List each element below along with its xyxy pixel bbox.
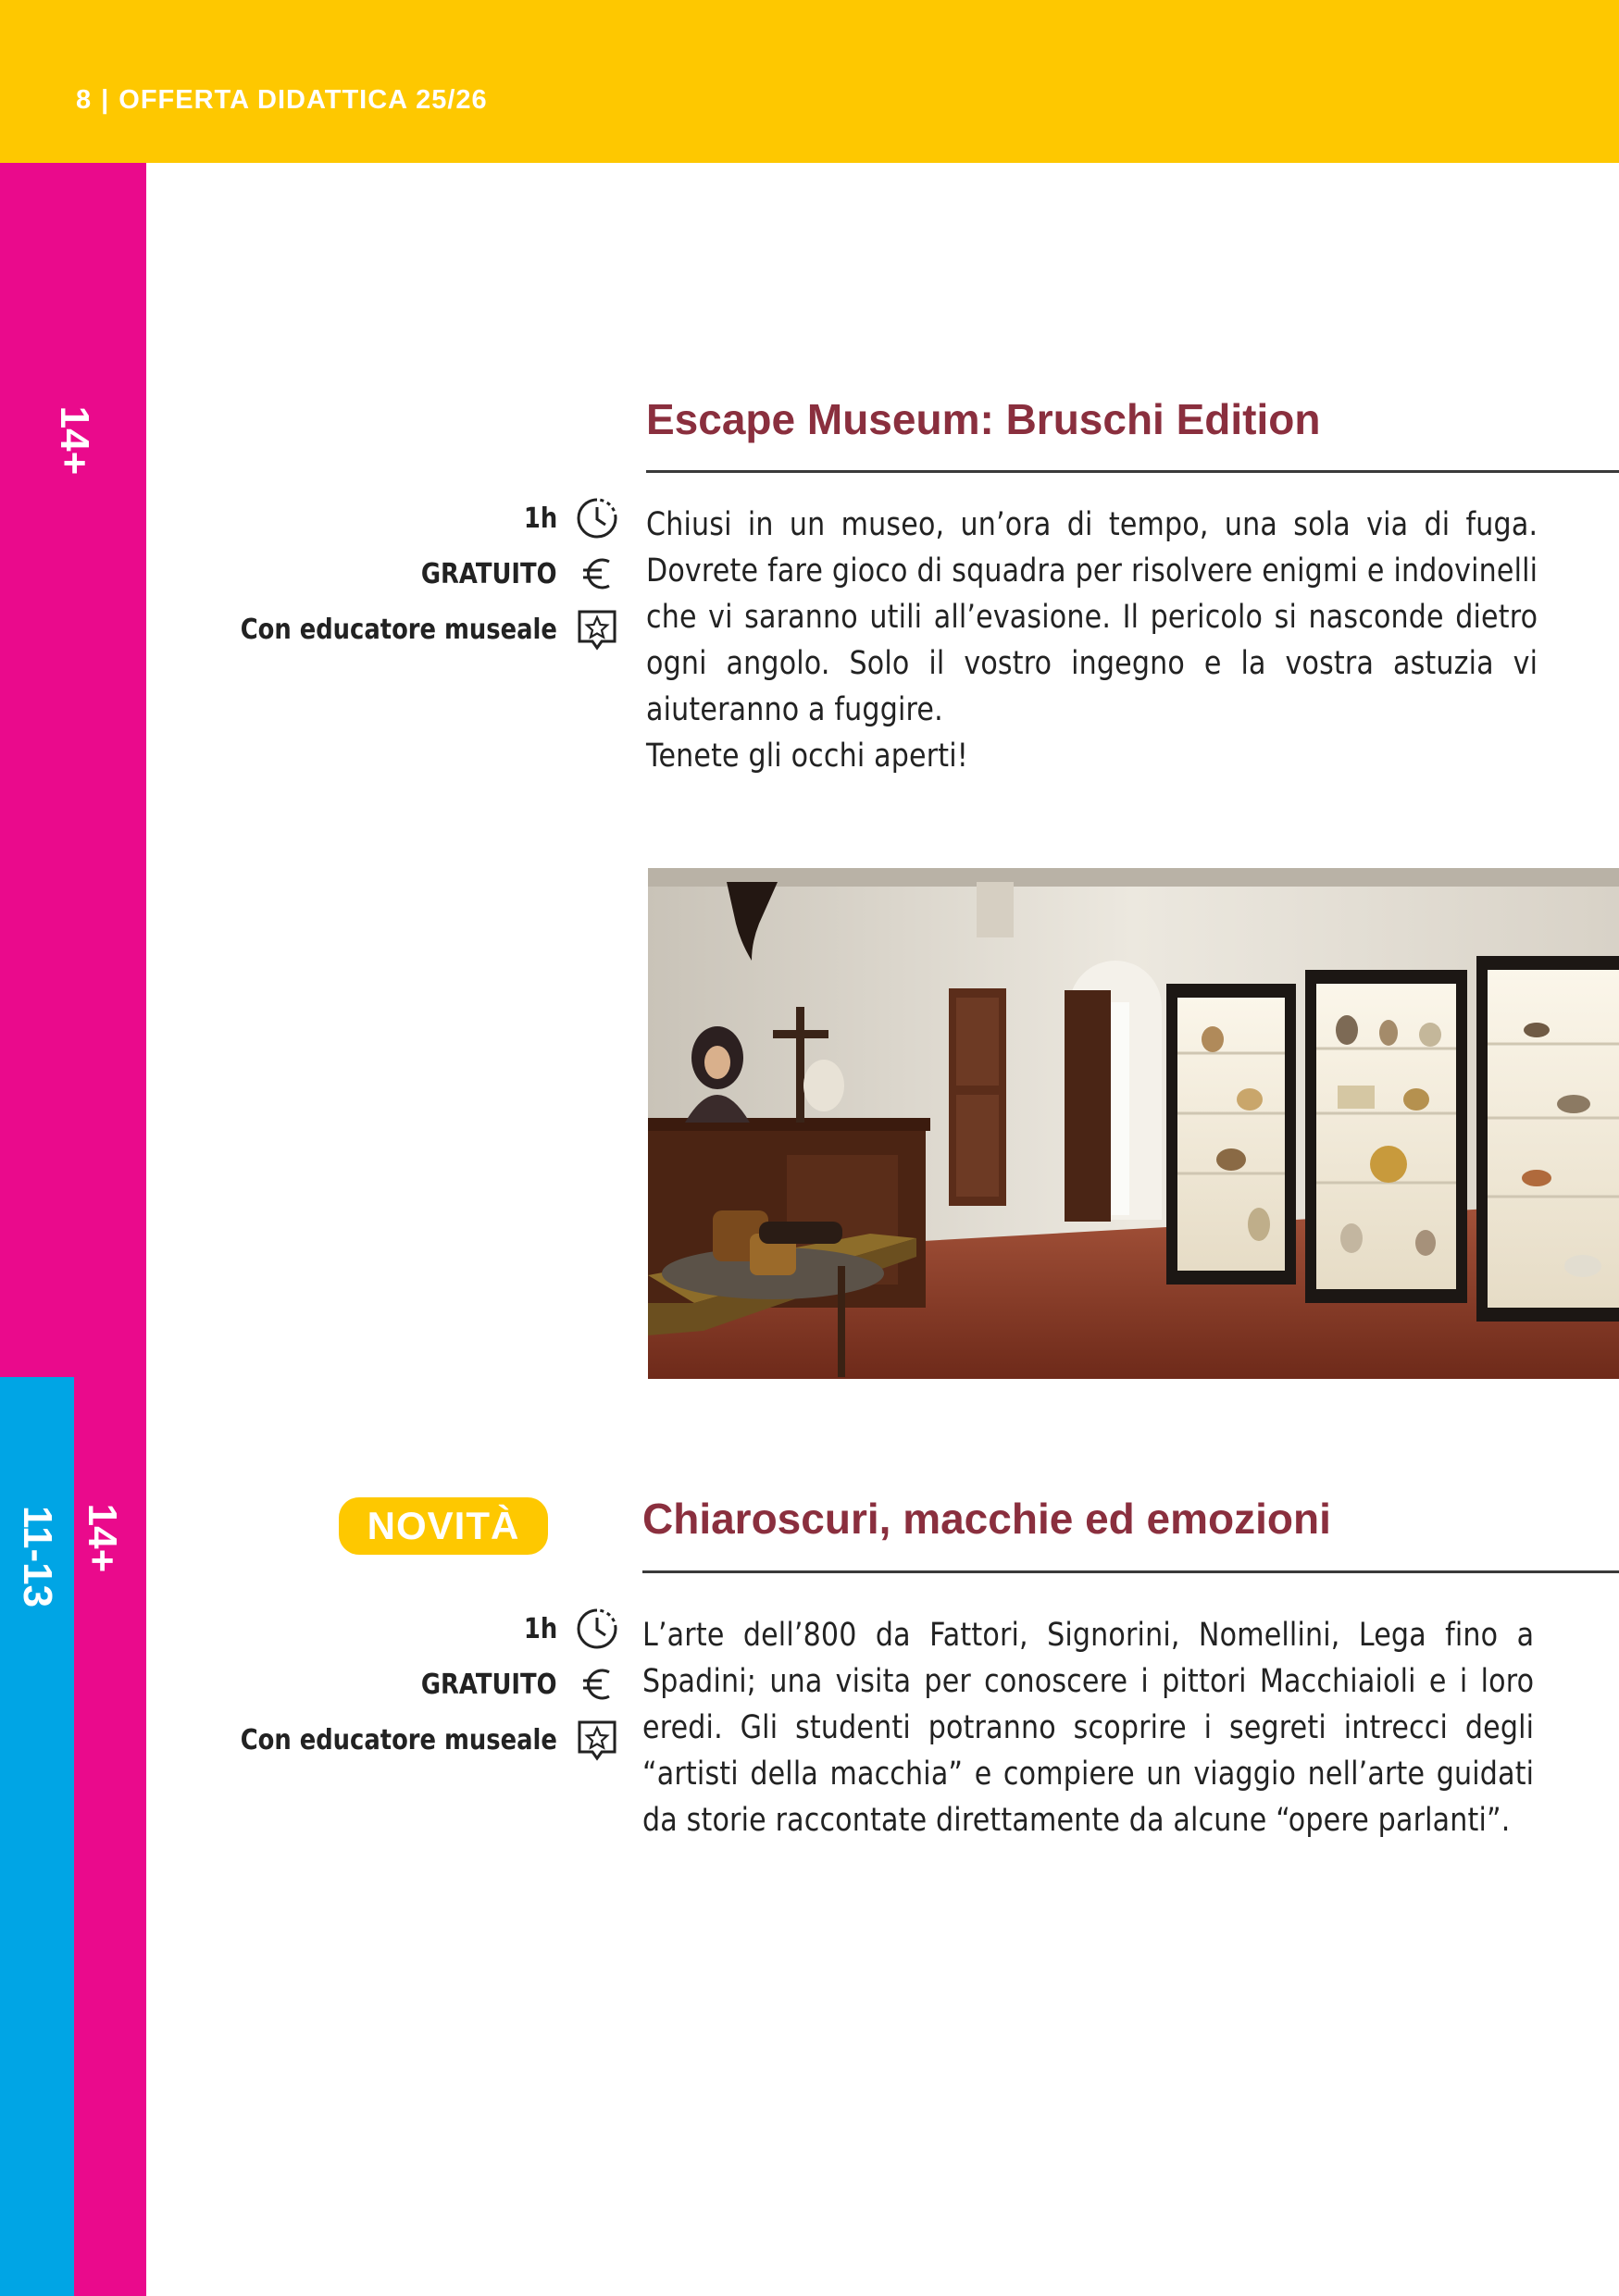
description-escape-museum [646, 502, 1538, 779]
educator-label: Con educatore museale [240, 1723, 557, 1756]
duration-label: 1h [523, 1612, 557, 1645]
duration-row [518, 492, 620, 544]
header-title [76, 85, 488, 116]
educator-row [189, 1714, 620, 1766]
title-divider [646, 470, 1619, 473]
description-paragraph: Tenete gli occhi aperti! [646, 738, 969, 775]
duration-label: 1h [523, 502, 557, 535]
page-number: 8 [76, 85, 93, 115]
clock-icon [574, 1606, 620, 1652]
activity-meta-escape [185, 492, 620, 659]
age-label-11-13: 11-13 [15, 1505, 60, 1608]
description-paragraph: L’arte dell’800 da Fattori, Signorini, Nomellini, Lega fino a Spadini; una visita per conoscere i pittori Macchiaioli e i loro eredi. Gli studenti potranno scoprire i segreti intrecci degli “artisti della macchia” e compiere un viaggio nell’arte guidati da storie raccontate direttamente da alcune “opere parlanti”. [642, 1617, 1535, 1839]
clock-icon [574, 495, 620, 541]
activity-meta-chiaroscuri [185, 1603, 620, 1769]
section-title-escape-museum: Escape Museum: Bruschi Edition [646, 395, 1321, 443]
educator-row [189, 603, 620, 655]
section-title-chiaroscuri: Chiaroscuri, macchie ed emozioni [642, 1495, 1331, 1543]
title-divider [642, 1570, 1619, 1573]
price-row [399, 1658, 620, 1710]
age-label-14plus-top: 14+ [52, 405, 97, 476]
euro-icon [574, 1661, 620, 1707]
age-label-14plus-bottom: 14+ [80, 1503, 125, 1573]
euro-icon [574, 551, 620, 597]
educator-label: Con educatore museale [240, 613, 557, 646]
price-row [399, 548, 620, 600]
new-badge: NOVITÀ [339, 1497, 548, 1555]
header-separator: | [101, 85, 110, 115]
price-label: GRATUITO [421, 557, 557, 590]
price-label: GRATUITO [421, 1668, 557, 1701]
header-bar [0, 0, 1619, 163]
publication-title: OFFERTA DIDATTICA 25/26 [118, 85, 488, 115]
description-paragraph: Chiusi in un museo, un’ora di tempo, una sola via di fuga. Dovrete fare gioco di squadra per risolvere enigmi e indovinelli che vi saranno utili all’evasione. Il pericolo si nasconde dietro ogni angolo. Solo il vostro ingegno e la vostra astuzia vi aiuteranno a fuggire. [646, 506, 1538, 728]
duration-row [518, 1603, 620, 1655]
museum-room-photo [648, 868, 1619, 1379]
educator-star-icon [574, 606, 620, 652]
educator-star-icon [574, 1717, 620, 1763]
description-chiaroscuri [642, 1612, 1534, 1843]
